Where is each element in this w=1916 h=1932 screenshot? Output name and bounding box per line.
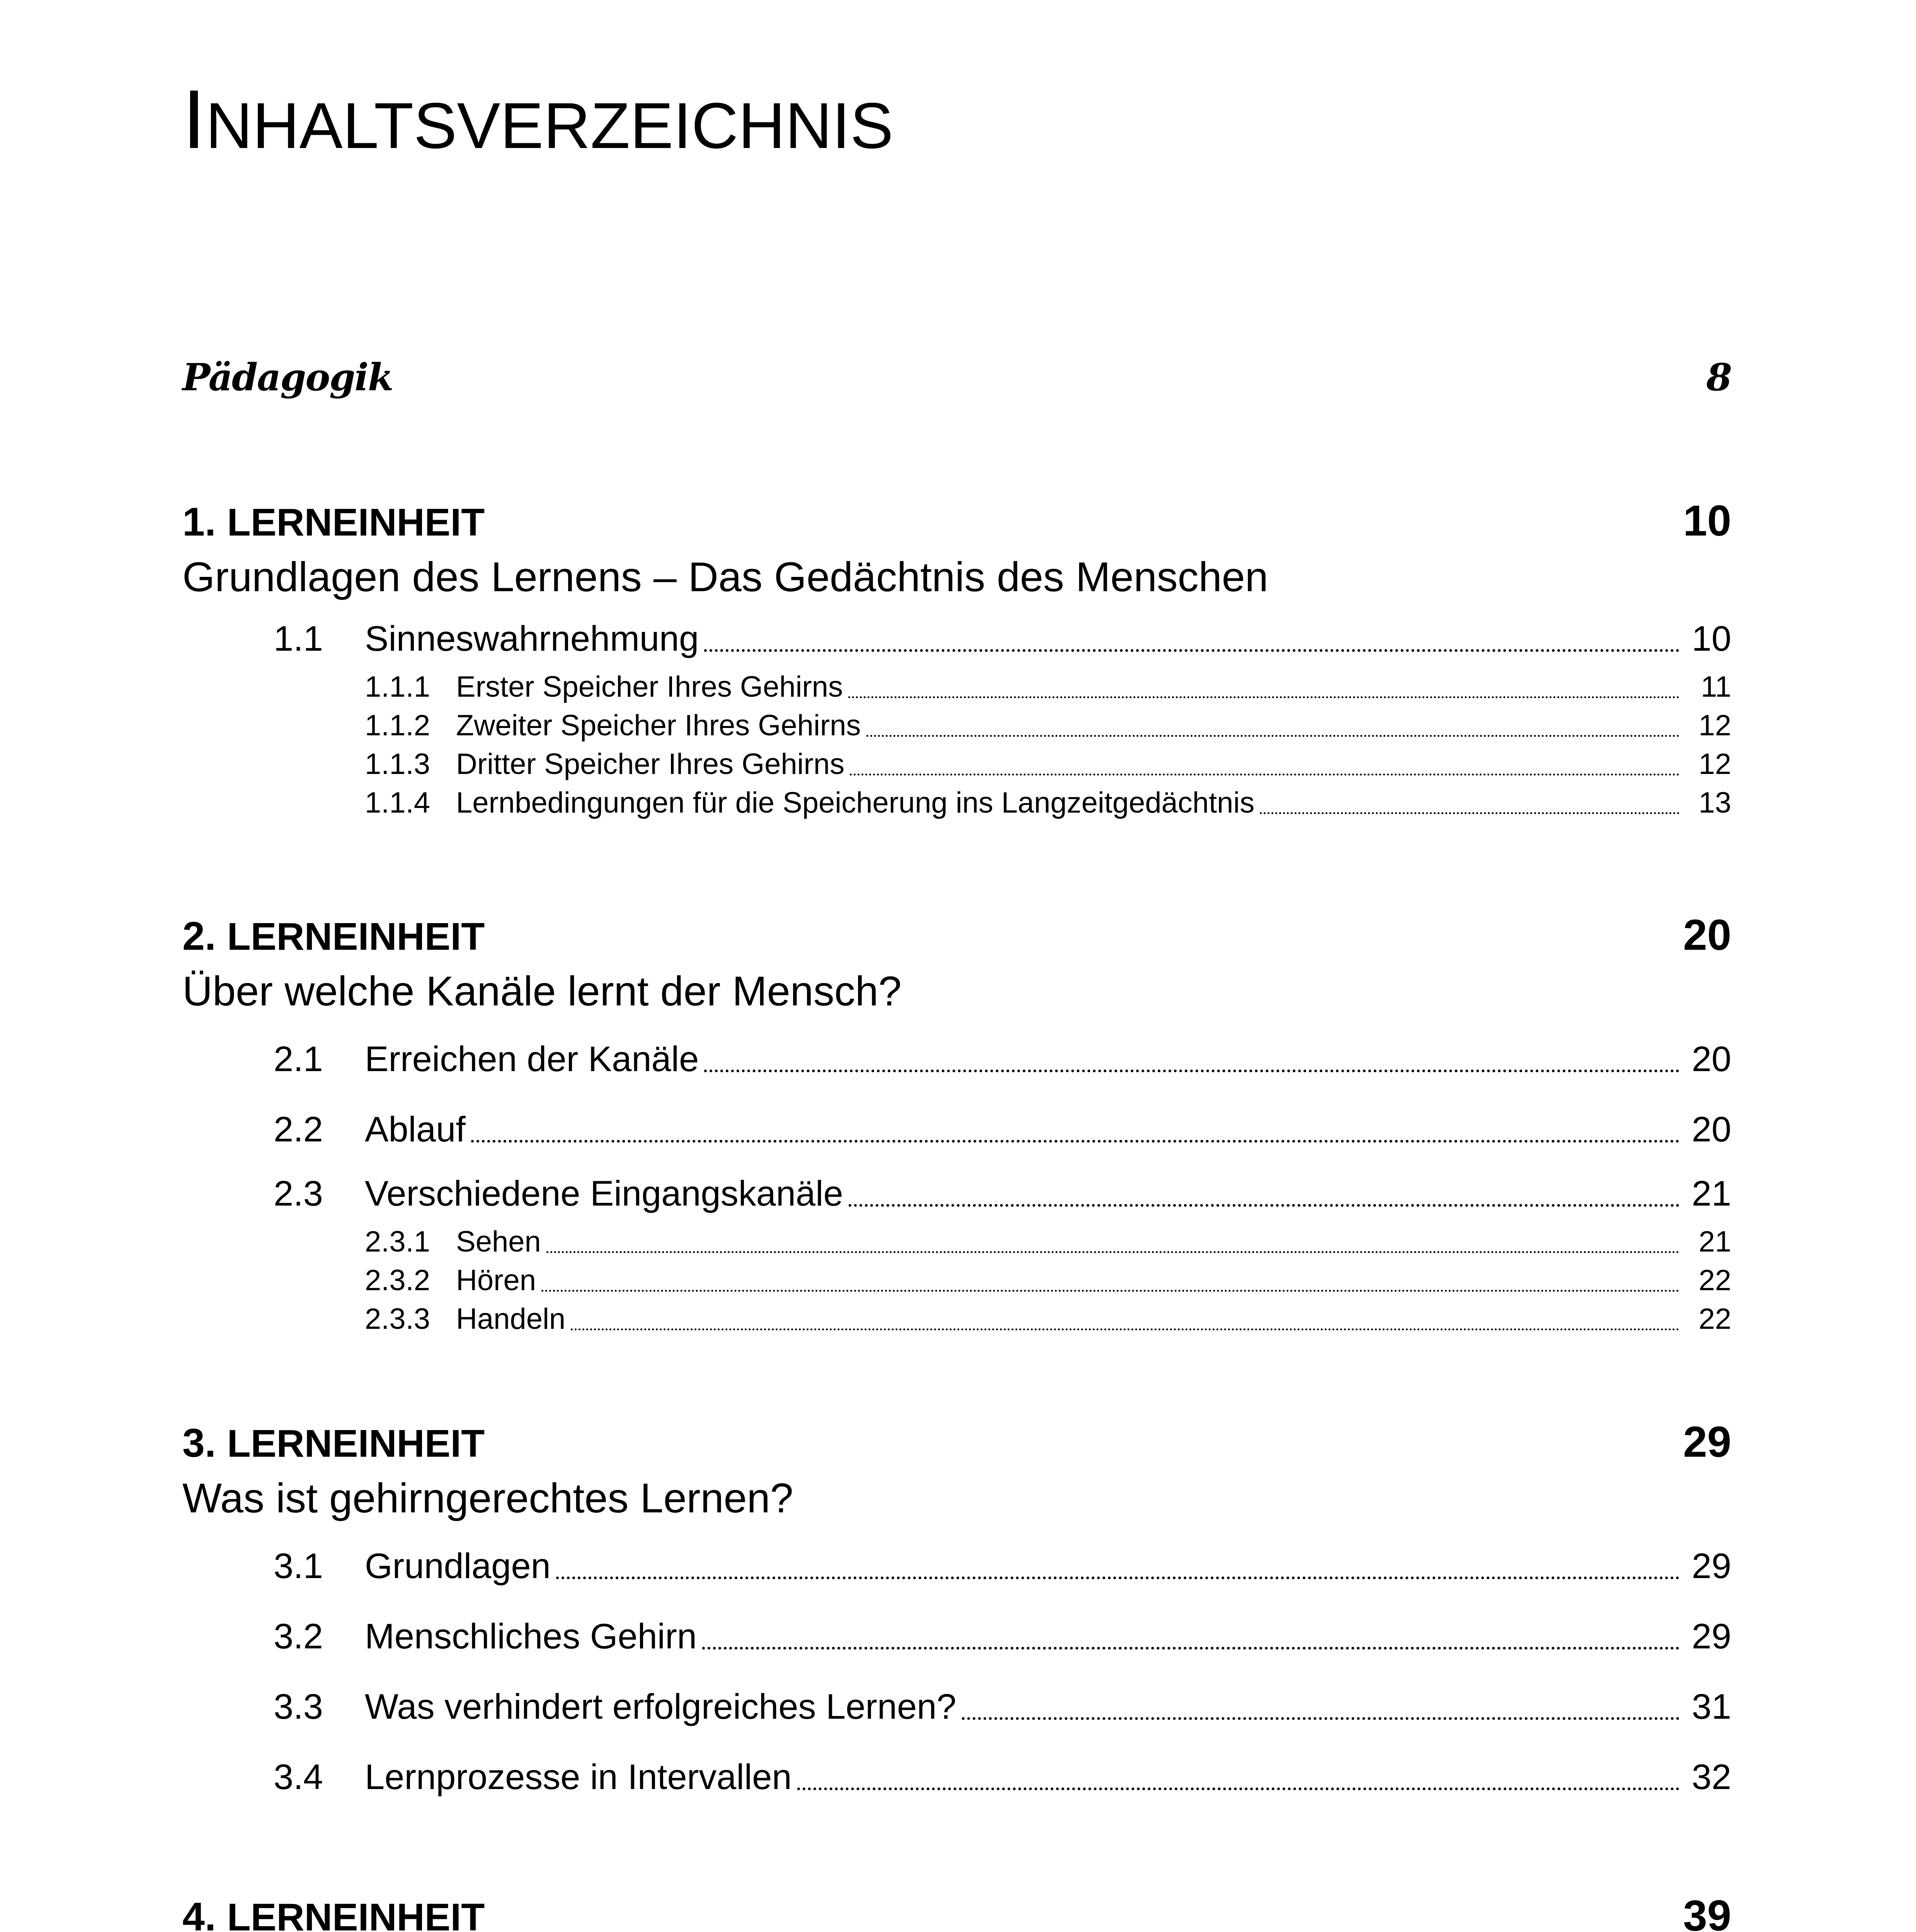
toc-entry[interactable] bbox=[182, 1024, 1731, 1094]
entry-number: 1.1.4 bbox=[365, 786, 431, 819]
toc-entry[interactable] bbox=[182, 745, 1731, 784]
unit-label: LERNEINHEIT bbox=[227, 1896, 485, 1932]
toc-entry[interactable] bbox=[182, 1672, 1731, 1742]
entry-title: Erreichen der Kanäle bbox=[365, 1039, 699, 1079]
toc-entry[interactable] bbox=[182, 1223, 1731, 1261]
entry-page: 29 bbox=[1691, 1546, 1731, 1586]
entry-title: Menschliches Gehirn bbox=[365, 1617, 697, 1656]
entry-title: Handeln bbox=[456, 1303, 566, 1335]
page-title-rest: NHALTSVERZEICHNIS bbox=[206, 89, 893, 162]
dot-leader bbox=[866, 735, 1679, 737]
entry-number: 1.1 bbox=[274, 619, 323, 658]
entry-title: Lernprozesse in Intervallen bbox=[365, 1757, 792, 1797]
unit-subtitle: Grundlagen des Lernens – Das Gedächtnis des Menschen bbox=[182, 553, 1268, 600]
entry-page: 21 bbox=[1698, 1225, 1731, 1258]
entry-title: Erster Speicher Ihres Gehirns bbox=[456, 670, 843, 703]
dot-leader bbox=[704, 649, 1679, 652]
unit-number: 4. bbox=[182, 1895, 227, 1932]
entry-page: 10 bbox=[1691, 619, 1731, 658]
entry-title: Grundlagen bbox=[365, 1546, 551, 1586]
page-title bbox=[182, 72, 893, 166]
toc-entry[interactable] bbox=[182, 1742, 1731, 1812]
entry-number: 3.4 bbox=[274, 1757, 323, 1797]
toc-entry[interactable] bbox=[182, 1165, 1731, 1223]
unit-subtitle: Was ist gehirngerechtes Lernen? bbox=[182, 1475, 793, 1521]
entry-number: 3.2 bbox=[274, 1617, 323, 1656]
entry-page: 22 bbox=[1698, 1264, 1731, 1297]
dot-leader bbox=[471, 1140, 1679, 1143]
entry-number: 2.3.3 bbox=[365, 1303, 431, 1335]
unit-number: 3. bbox=[182, 1421, 227, 1466]
entry-page: 13 bbox=[1698, 786, 1731, 819]
entry-number: 2.2 bbox=[274, 1110, 323, 1149]
unit-page: 29 bbox=[1683, 1418, 1731, 1466]
entry-number: 2.3.2 bbox=[365, 1264, 431, 1297]
entry-number: 1.1.1 bbox=[365, 670, 431, 703]
unit-heading[interactable] bbox=[182, 1885, 1731, 1932]
page-title-initial: I bbox=[182, 72, 206, 166]
entry-page: 29 bbox=[1691, 1617, 1731, 1656]
dot-leader bbox=[704, 1070, 1679, 1072]
entry-title: Ablauf bbox=[365, 1110, 466, 1149]
entry-title: Verschiedene Eingangskanäle bbox=[365, 1174, 843, 1213]
entry-number: 3.1 bbox=[274, 1546, 323, 1586]
entry-number: 3.3 bbox=[274, 1687, 323, 1726]
entry-number: 2.3 bbox=[274, 1174, 323, 1213]
unit-page: 39 bbox=[1683, 1891, 1731, 1932]
toc-entry[interactable] bbox=[182, 610, 1731, 668]
entry-page: 32 bbox=[1691, 1757, 1731, 1797]
part-label: Pädagogik bbox=[182, 355, 393, 399]
unit-subtitle: Über welche Kanäle lernt der Mensch? bbox=[182, 968, 902, 1014]
entry-page: 20 bbox=[1691, 1039, 1731, 1079]
dot-leader bbox=[556, 1577, 1679, 1579]
entry-page: 22 bbox=[1698, 1303, 1731, 1335]
dot-leader bbox=[962, 1717, 1679, 1720]
toc-entry[interactable] bbox=[182, 1094, 1731, 1165]
entry-number: 1.1.2 bbox=[365, 709, 431, 742]
unit-1 bbox=[182, 490, 1731, 822]
dot-leader bbox=[848, 696, 1679, 698]
entry-number: 2.3.1 bbox=[365, 1225, 431, 1258]
toc-entry[interactable] bbox=[182, 1261, 1731, 1300]
toc-entry[interactable] bbox=[182, 668, 1731, 706]
entry-title: Dritter Speicher Ihres Gehirns bbox=[456, 748, 845, 781]
entry-page: 20 bbox=[1691, 1110, 1731, 1149]
dot-leader bbox=[1260, 812, 1679, 814]
entry-title: Zweiter Speicher Ihres Gehirns bbox=[456, 709, 861, 742]
unit-3 bbox=[182, 1411, 1731, 1812]
unit-label: LERNEINHEIT bbox=[227, 1422, 485, 1465]
entry-title: Sinneswahrnehmung bbox=[365, 619, 699, 658]
dot-leader bbox=[797, 1787, 1679, 1790]
entry-title: Hören bbox=[456, 1264, 536, 1297]
entry-title: Sehen bbox=[456, 1225, 541, 1258]
toc-entry[interactable] bbox=[182, 1300, 1731, 1338]
unit-2 bbox=[182, 904, 1731, 1338]
dot-leader bbox=[571, 1328, 1679, 1330]
entry-page: 12 bbox=[1698, 709, 1731, 742]
toc-entry[interactable] bbox=[182, 1601, 1731, 1672]
entry-number: 2.1 bbox=[274, 1039, 323, 1079]
entry-title: Was verhindert erfolgreiches Lernen? bbox=[365, 1687, 956, 1726]
entry-page: 12 bbox=[1698, 748, 1731, 781]
unit-number: 2. bbox=[182, 914, 227, 959]
unit-number: 1. bbox=[182, 500, 227, 544]
dot-leader bbox=[541, 1290, 1679, 1292]
part-heading[interactable] bbox=[182, 355, 1731, 399]
unit-4 bbox=[182, 1885, 1731, 1932]
entry-page: 21 bbox=[1691, 1174, 1731, 1213]
unit-page: 20 bbox=[1683, 911, 1731, 959]
dot-leader bbox=[546, 1251, 1679, 1253]
dot-leader bbox=[849, 1204, 1679, 1207]
unit-heading[interactable] bbox=[182, 1411, 1731, 1473]
entry-page: 11 bbox=[1701, 670, 1731, 703]
dot-leader bbox=[702, 1647, 1679, 1650]
toc-entry[interactable] bbox=[182, 784, 1731, 822]
unit-label: LERNEINHEIT bbox=[227, 501, 485, 544]
entry-page: 31 bbox=[1691, 1687, 1731, 1726]
unit-heading[interactable] bbox=[182, 904, 1731, 966]
toc-entry[interactable] bbox=[182, 706, 1731, 745]
toc-entry[interactable] bbox=[182, 1531, 1731, 1601]
unit-page: 10 bbox=[1683, 497, 1731, 545]
unit-label: LERNEINHEIT bbox=[227, 915, 485, 958]
dot-leader bbox=[850, 774, 1679, 776]
unit-heading[interactable] bbox=[182, 490, 1731, 552]
entry-title: Lernbedingungen für die Speicherung ins Langzeitgedächtnis bbox=[456, 786, 1255, 819]
entry-number: 1.1.3 bbox=[365, 748, 431, 781]
part-page: 8 bbox=[1706, 355, 1731, 399]
